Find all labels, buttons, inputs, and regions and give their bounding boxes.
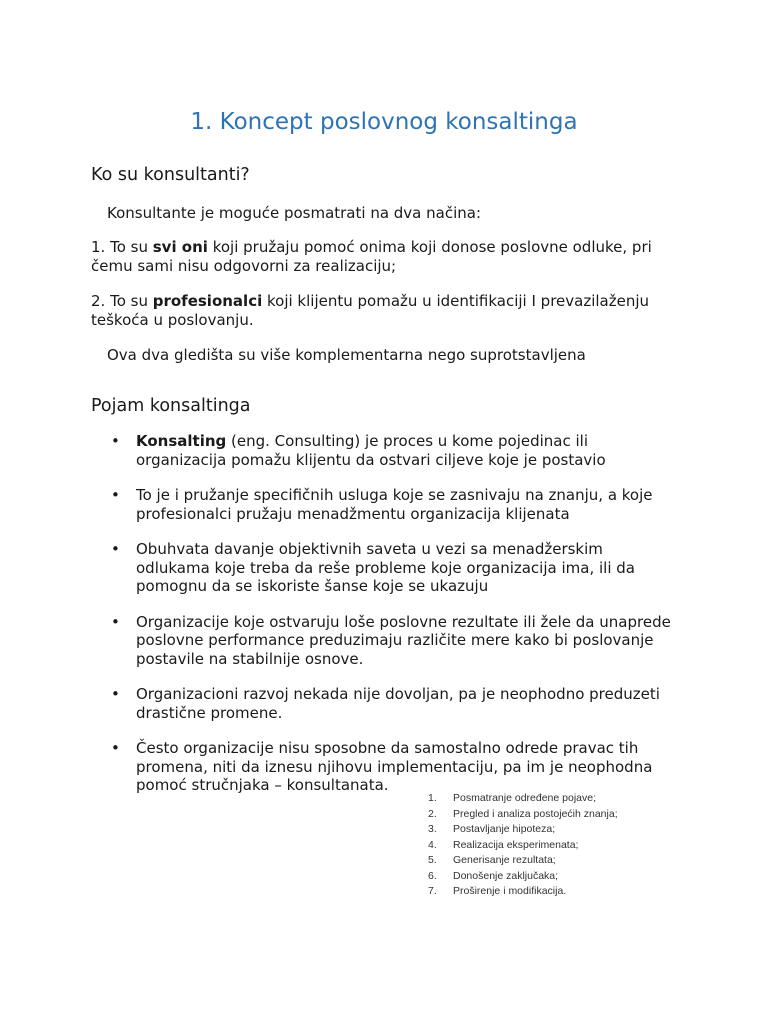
step-item	[428, 884, 618, 900]
section-heading-pojam-konsaltinga: Pojam konsaltinga	[91, 396, 251, 416]
page-title: 1. Koncept poslovnog konsaltinga	[190, 109, 578, 135]
step-text: Posmatranje određene pojave;	[453, 792, 597, 804]
bullet-text-line: poslovne performance preduzimaju različite mere kako bi poslovanje	[136, 631, 654, 649]
step-text: Donošenje zaključaka;	[453, 869, 559, 882]
section-heading-ko-su-konsultanti: Ko su konsultanti?	[91, 165, 250, 185]
bullet-dot-icon: •	[111, 612, 120, 631]
step-item	[428, 853, 618, 869]
bullet-item	[91, 613, 691, 669]
definition-1-prefix: 1. To su	[91, 238, 153, 256]
step-item	[428, 807, 618, 823]
step-item	[428, 838, 618, 854]
bullet-text-line: promena, niti da iznesu njihovu implementaciju, pa im je neophodna	[136, 757, 653, 776]
step-item	[428, 822, 618, 838]
step-number: 1.	[428, 792, 437, 804]
note-paragraph	[91, 346, 691, 365]
definition-2-prefix: 2. To su	[91, 292, 153, 310]
definition-2-bold: profesionalci	[152, 292, 263, 310]
step-number: 2.	[428, 807, 437, 820]
bullet-dot-icon: •	[111, 685, 120, 703]
bullet-text-line: Obuhvata davanje objektivnih saveta u vezi sa menadžerskim	[136, 540, 603, 558]
step-text: Proširenje i modifikacija.	[453, 885, 567, 897]
definition-1-bold: svi oni	[152, 238, 208, 256]
step-text: Pregled i analiza postojećih znanja;	[453, 807, 618, 820]
intro-paragraph	[91, 204, 691, 223]
bullet-text-line: drastične promene.	[136, 703, 283, 722]
note-text: Ova dva gledišta su više komplementarna nego suprotstavljena	[107, 346, 586, 364]
definition-2-text: koji klijentu pomažu u identifikaciji I prevazilaženju	[262, 292, 650, 310]
numbered-steps-list	[428, 791, 618, 900]
bullet-text-line: (eng. Consulting) je proces u kome pojedinac ili	[226, 432, 588, 450]
bullet-bold-term: Konsalting	[136, 432, 227, 450]
bullet-text-line: odlukama koje treba da reše probleme koje organizacija ima, ili da	[136, 558, 635, 577]
bullet-list	[91, 432, 691, 812]
step-text: Postavljanje hipoteza;	[453, 823, 556, 835]
bullet-text-line: Često organizacije nisu sposobne da samostalno odrede pravac tih	[136, 739, 639, 757]
definition-1-text: koji pružaju pomoć onima koji donose poslovne odluke, pri	[207, 238, 652, 256]
bullet-dot-icon: •	[111, 432, 120, 450]
step-text: Generisanje rezultata;	[453, 854, 556, 866]
step-item	[428, 869, 618, 885]
step-text: Realizacija eksperimenata;	[453, 838, 579, 851]
bullet-text-line: profesionalci pružaju menadžmentu organizacija klijenata	[136, 504, 570, 523]
intro-text: Konsultante je moguće posmatrati na dva načina:	[107, 204, 482, 222]
step-number: 3.	[428, 823, 437, 835]
bullet-text-line: pomoć stručnjaka – konsultanata.	[136, 776, 389, 794]
step-number: 6.	[428, 869, 437, 882]
bullet-dot-icon: •	[111, 486, 120, 504]
definition-1-line2: čemu sami nisu odgovorni za realizaciju;	[91, 257, 397, 275]
bullet-item	[91, 685, 691, 722]
bullet-text-line: To je i pružanje specifičnih usluga koje se zasnivaju na znanju, a koje	[136, 486, 653, 504]
bullet-item	[91, 432, 691, 469]
bullet-text-line: postavile na stabilnije osnove.	[136, 649, 364, 668]
step-item	[428, 791, 618, 807]
step-number: 5.	[428, 854, 437, 866]
step-number: 7.	[428, 885, 437, 897]
bullet-dot-icon: •	[111, 540, 120, 558]
bullet-dot-icon: •	[111, 739, 120, 757]
bullet-text-line: Organizacije koje ostvaruju loše poslovne rezultate ili žele da unaprede	[136, 612, 671, 631]
bullet-text-line: pomognu da se iskoriste šanse koje se ukazuju	[136, 577, 489, 595]
definition-paragraph-1	[91, 238, 691, 276]
bullet-item	[91, 540, 691, 596]
bullet-text-line: organizacija pomažu klijentu da ostvari ciljeve koje je postavio	[136, 450, 606, 469]
bullet-item	[91, 486, 691, 523]
definition-2-line2: teškoća u poslovanju.	[91, 311, 254, 329]
step-number: 4.	[428, 838, 437, 851]
bullet-item	[91, 739, 691, 795]
bullet-text-line: Organizacioni razvoj nekada nije dovoljan, pa je neophodno preduzeti	[136, 685, 660, 703]
definition-paragraph-2	[91, 292, 691, 330]
